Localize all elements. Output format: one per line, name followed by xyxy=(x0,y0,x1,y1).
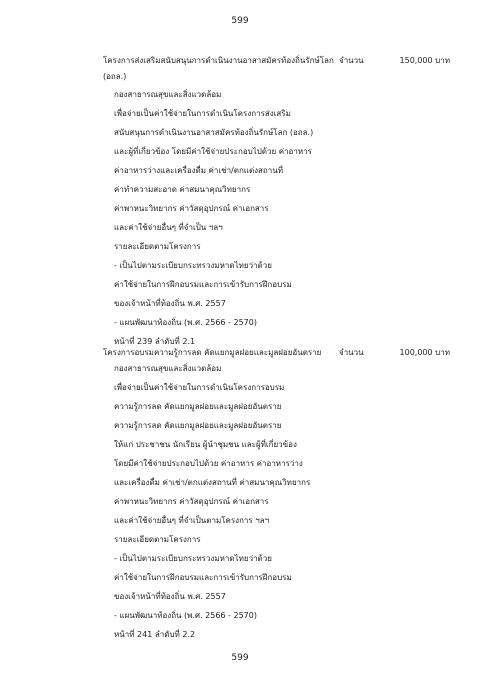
detail-line: ค่าทำความสะอาด ค่าสมนาคุณวิทยากร xyxy=(114,185,251,194)
detail-line: สนับสนุนการดำเนินงานอาสาสมัครท้องถิ่นรักษ์โลก (อถล.) xyxy=(114,128,314,137)
project-amount: 150,000 บาท xyxy=(399,56,450,65)
detail-line: รายละเอียดตามโครงการ xyxy=(114,242,201,251)
detail-line: กองสาธารณสุขและสิ่งแวดล้อม xyxy=(114,364,222,373)
detail-line: ของเจ้าหน้าที่ท้องถิ่น พ.ศ. 2557 xyxy=(114,299,226,308)
project-entry xyxy=(103,54,450,353)
project-header xyxy=(103,346,450,361)
project-entry xyxy=(103,346,450,646)
detail-line: - เป็นไปตามระเบียบกระทรวงมหาดไทยว่าด้วย xyxy=(114,261,272,270)
project-details xyxy=(103,87,450,353)
detail-line: ของเจ้าหน้าที่ท้องถิ่น พ.ศ. 2557 xyxy=(114,592,226,601)
detail-line: เพื่อจ่ายเป็นค่าใช้จ่ายในการดำเนินโครงการส่งเสริม xyxy=(114,109,291,118)
project-details xyxy=(103,361,450,646)
detail-line: เพื่อจ่ายเป็นค่าใช้จ่ายในการดำเนินโครงการอบรม xyxy=(114,383,285,392)
detail-line: ค่าใช้จ่ายในการฝึกอบรมและการเข้ารับการฝึกอบรม xyxy=(114,573,292,582)
detail-line: หน้าที่ 239 ลำดับที่ 2.1 xyxy=(114,337,196,346)
detail-line: ให้แก่ ประชาชน นักเรียน ผู้นำชุมชน และผู้ที่เกี่ยวข้อง xyxy=(114,440,297,449)
detail-line: ความรู้การลด คัดแยกมูลฝอยและมูลฝอยอันตราย xyxy=(114,402,282,411)
detail-line: และค่าใช้จ่ายอื่นๆ ที่จำเป็น ฯลฯ xyxy=(114,223,223,232)
detail-line: ค่าพาหนะวิทยากร ค่าวัสดุอุปกรณ์ ค่าเอกสาร xyxy=(114,204,269,213)
project-title-continuation: (อถล.) xyxy=(103,72,127,81)
detail-line: - แผนพัฒนาท้องถิ่น (พ.ศ. 2566 - 2570) xyxy=(114,611,257,620)
page-number-top: 599 xyxy=(231,16,249,26)
detail-line: ความรู้การลด คัดแยกมูลฝอยและมูลฝอยอันตราย xyxy=(114,421,282,430)
detail-line: ค่าพาหนะวิทยากร ค่าวัสดุอุปกรณ์ ค่าเอกสาร xyxy=(114,497,269,506)
project-title: โครงการอบรมความรู้การลด คัดแยกมูลฝอยและมูลฝอยอันตราย xyxy=(103,348,322,357)
project-amount: 100,000 บาท xyxy=(399,348,450,357)
detail-line: ค่าใช้จ่ายในการฝึกอบรมและการเข้ารับการฝึกอบรม xyxy=(114,280,292,289)
detail-line: และค่าใช้จ่ายอื่นๆ ที่จำเป็นตามโครงการ ฯลฯ xyxy=(114,516,270,525)
project-header xyxy=(103,54,450,69)
quantity-label: จำนวน xyxy=(339,56,364,65)
detail-line: - เป็นไปตามระเบียบกระทรวงมหาดไทยว่าด้วย xyxy=(114,554,272,563)
detail-line: - แผนพัฒนาท้องถิ่น (พ.ศ. 2566 - 2570) xyxy=(114,318,257,327)
page-number-bottom: 599 xyxy=(231,653,249,663)
detail-line: หน้าที่ 241 ลำดับที่ 2.2 xyxy=(114,630,196,639)
detail-line: กองสาธารณสุขและสิ่งแวดล้อม xyxy=(114,90,222,99)
detail-line: และผู้ที่เกี่ยวข้อง โดยมีค่าใช้จ่ายประกอบไปด้วย ค่าอาหาร xyxy=(114,147,312,156)
detail-line: โดยมีค่าใช้จ่ายประกอบไปด้วย ค่าอาหาร ค่าอาหารว่าง xyxy=(114,459,303,468)
detail-line: และเครื่องดื่ม ค่าเช่า/ตกแต่งสถานที่ ค่าสมนาคุณวิทยากร xyxy=(114,478,311,487)
quantity-label: จำนวน xyxy=(339,348,364,357)
project-title: โครงการส่งเสริมสนับสนุนการดำเนินงานอาสาสมัครท้องถิ่นรักษ์โลก xyxy=(103,56,334,65)
detail-line: รายละเอียดตามโครงการ xyxy=(114,535,201,544)
detail-line: ค่าอาหารว่างและเครื่องดื่ม ค่าเช่า/ตกแต่งสถานที่ xyxy=(114,166,284,175)
